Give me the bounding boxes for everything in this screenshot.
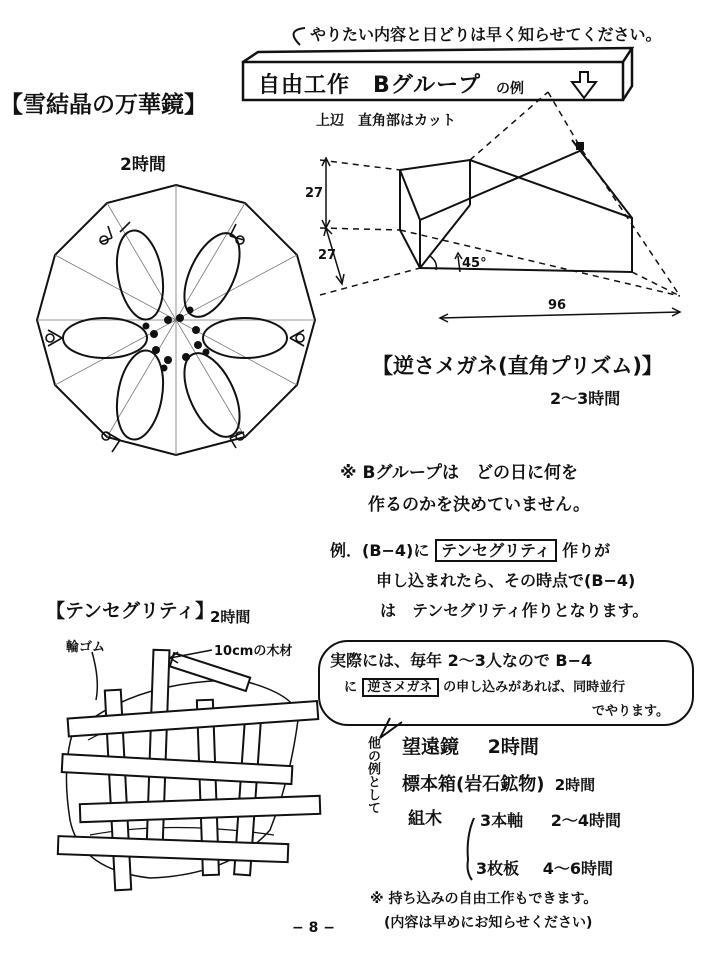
prism-cut-note: 上辺 直角部はカット [316,113,456,129]
top-note-arrow [294,28,305,45]
tensegrity-title: 【テンセグリティ】 [46,600,215,622]
prism-title: 【逆さメガネ(直角プリズム)】 [372,354,663,378]
footer-note-line2: (内容は早めにお知らせください) [384,915,593,931]
tensegrity-wood-label: 10cmの木材 [214,644,293,659]
kumiki-time: 4〜6時間 [542,859,613,878]
page-number: − 8 − [292,920,335,936]
kumiki-name: 3本軸 [480,811,524,830]
note-b-line2: 作るのかを決めていません。 [368,495,591,515]
bubble-line2 [344,676,625,695]
snowflake-title: 【雪結晶の万華鏡】 [0,92,207,118]
prism-dim-depth: 27 [318,248,337,263]
bubble-line3: でやります。 [592,704,669,719]
item-name: 標本箱(岩石鉱物) [402,774,545,795]
example-line2: 申し込まれたら、その時点で(B−4) [376,571,636,590]
tensegrity-drawing [58,650,320,890]
right-angle-mark [576,142,584,150]
prism-dim-height: 27 [305,186,324,201]
footer-note-line1: ※ 持ち込みの自由工作もできます。 [370,891,598,907]
header-suffix: の例 [496,81,524,97]
note-b-line1: ※ Bグループは どの日に何を [340,463,579,483]
kumiki-item [480,808,621,831]
kumiki-bracket [468,818,475,880]
item-name: 望遠鏡 [402,736,460,758]
rubber-label-pointer [92,652,97,700]
example-line3: は テンセグリティ作りとなります。 [380,601,649,620]
other-example-item [408,804,442,829]
prism-dim-length: 96 [548,298,567,313]
item-time: 2時間 [554,776,596,794]
snowflake-time: 2時間 [120,155,166,175]
other-example-item [402,770,595,796]
example-line1-end: 作りが [562,541,611,560]
bubble-line2-post: の申し込みがあれば、同時並行 [443,680,626,695]
example-line1 [330,538,610,561]
other-examples-side-label: 他の例として [365,736,380,814]
example-boxed-label: テンセグリティ [435,539,557,562]
tensegrity-time: 2時間 [210,608,251,626]
kumiki-item [476,856,613,879]
prism-time: 2〜3時間 [550,389,621,408]
top-note: やりたい内容と日どりは早く知らせてください。 [310,25,662,44]
other-example-item [402,732,539,759]
bubble-line1: 実際には、毎年 2〜3人なので B−4 [330,651,593,670]
kumiki-time: 2〜4時間 [550,811,621,830]
snowflake-kaleidoscope [37,185,315,455]
header-title: 自由工作 Bグループ [258,73,482,98]
header-down-arrow [572,72,596,98]
item-time: 2時間 [487,736,539,758]
bubble-line2-pre: に [344,680,358,695]
item-name: 組木 [408,809,442,829]
tensegrity-rubber-label: 輪ゴム [66,640,106,655]
bubble-boxed-label: 逆さメガネ [362,678,439,697]
example-prefix: 例．(B−4)に [330,541,430,560]
kumiki-name: 3枚板 [476,859,520,878]
snowflake-petals [63,225,287,445]
prism-angle: 45° [462,256,487,271]
